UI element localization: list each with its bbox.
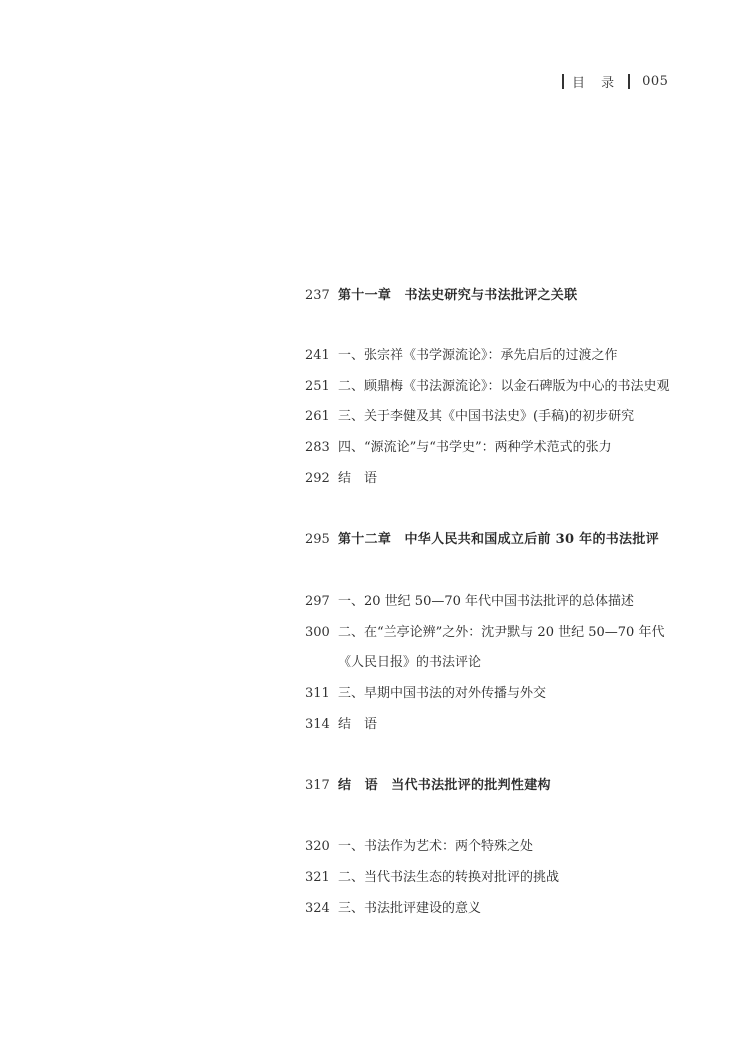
toc-page-number: 311 (305, 686, 330, 701)
toc-entry[interactable] (305, 593, 634, 611)
toc-conclusion[interactable] (305, 777, 551, 795)
toc-page-number: 320 (305, 839, 330, 854)
toc-entry[interactable] (305, 900, 481, 918)
toc-entry-title: 结 语 (338, 717, 378, 732)
page-number: 005 (642, 73, 669, 89)
toc-page-number: 300 (305, 625, 330, 640)
toc-page-number: 321 (305, 870, 330, 885)
toc-page-number: 292 (305, 471, 330, 486)
toc-page-number: 283 (305, 440, 330, 455)
toc-page-number: 297 (305, 594, 330, 609)
header-right-bar (628, 74, 630, 89)
toc-entry[interactable] (305, 347, 618, 365)
toc-entry-title: 二、当代书法生态的转换对批评的挑战 (338, 870, 560, 885)
toc-chapter-title: 第十二章 中华人民共和国成立后前 30 年的书法批评 (338, 532, 659, 547)
toc-page-number: 261 (305, 409, 330, 424)
toc-entry[interactable] (305, 378, 670, 396)
header-title: 目 录 (572, 75, 621, 91)
toc-page-number: 237 (305, 288, 330, 303)
toc-entry[interactable] (305, 838, 533, 856)
toc-entry[interactable] (305, 408, 634, 426)
running-header (562, 70, 668, 92)
toc-entry-title: 三、关于李健及其《中国书法史》(手稿)的初步研究 (338, 409, 635, 424)
toc-chapter-title: 结 语 当代书法批评的批判性建构 (338, 778, 551, 793)
toc-page-number: 295 (305, 532, 330, 547)
header-left-bar (562, 74, 564, 89)
toc-entry-title: 三、早期中国书法的对外传播与外交 (338, 686, 547, 701)
toc-entry-title: 一、张宗祥《书学源流论》：承先启后的过渡之作 (338, 348, 618, 363)
toc-page-number: 251 (305, 379, 330, 394)
toc-entry-title: 一、20 世纪 50—70 年代中国书法批评的总体描述 (338, 594, 635, 609)
toc-entry[interactable] (305, 439, 612, 457)
toc-chapter-11[interactable] (305, 287, 577, 305)
toc-entry[interactable] (305, 624, 664, 642)
toc-entry-title: 四、“源流论”与“书学史”：两种学术范式的张力 (338, 440, 612, 455)
toc-page-number: 317 (305, 778, 330, 793)
toc-entry-title: 二、在“兰亭论辨”之外：沈尹默与 20 世纪 50—70 年代 (338, 625, 665, 640)
toc-chapter-12[interactable] (305, 531, 659, 549)
toc-chapter-title: 第十一章 书法史研究与书法批评之关联 (338, 288, 578, 303)
toc-page-number: 314 (305, 717, 330, 732)
toc-entry-continuation: 《人民日报》的书法评论 (338, 655, 482, 670)
toc-entry[interactable] (305, 869, 559, 887)
toc-entry-title: 结 语 (338, 471, 378, 486)
toc-page-number: 324 (305, 901, 330, 916)
toc-entry-title: 一、书法作为艺术：两个特殊之处 (338, 839, 534, 854)
toc-entry-title: 二、顾鼎梅《书法源流论》：以金石碑版为中心的书法史观 (338, 379, 670, 394)
toc-entry[interactable] (305, 716, 377, 734)
toc-entry[interactable] (305, 685, 546, 703)
toc-entry-title: 三、书法批评建设的意义 (338, 901, 482, 916)
toc-page-number: 241 (305, 348, 330, 363)
toc-entry[interactable] (305, 470, 377, 488)
